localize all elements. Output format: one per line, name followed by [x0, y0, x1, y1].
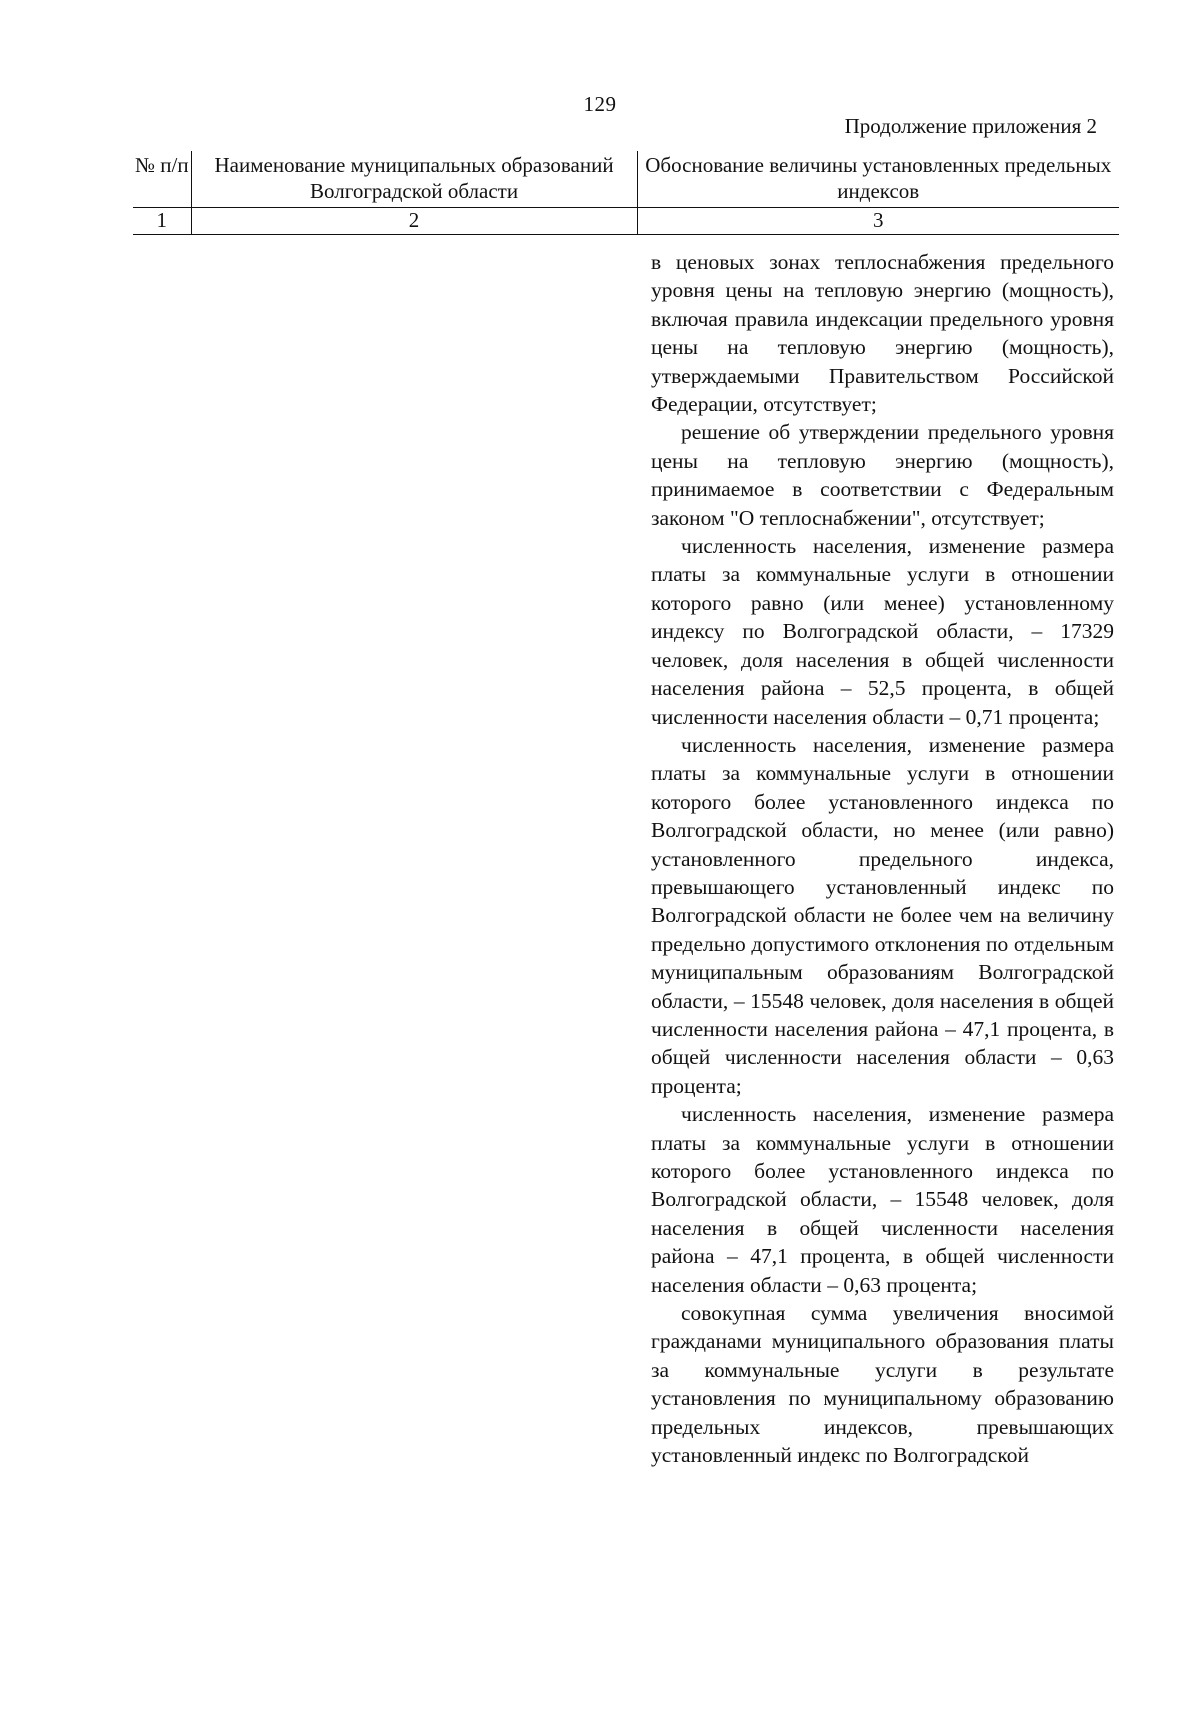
appendix-table: [133, 151, 1119, 235]
paragraph: решение об утверждении предельного уровня цены на тепловую энергию (мощность), принимаемое в соответствии с Федеральным законом "О теплоснабжении", отсутствует;: [651, 420, 1114, 530]
column-number-3: 3: [637, 208, 1119, 235]
header-row-number: № п/п: [133, 151, 191, 208]
page-number: 129: [583, 92, 617, 116]
justification-text: [651, 248, 1114, 1469]
header-index-justification: Обоснование величины установленных предельных индексов: [637, 151, 1119, 208]
paragraph: в ценовых зонах теплоснабжения предельного уровня цены на тепловую энергию (мощность), включая правила индексации предельного уровня цены на тепловую энергию (мощность), утверждаемыми Правительством Российской Федерации, отсутствует;: [651, 250, 1114, 417]
column-number-1: 1: [133, 208, 191, 235]
paragraph: совокупная сумма увеличения вносимой гражданами муниципального образования платы за коммунальные услуги в результате установления по муниципальному образованию предельных индексов, превышающих установленный индекс по Волгоградской: [651, 1301, 1114, 1468]
paragraph: численность населения, изменение размера платы за коммунальные услуги в отношении которого более установленного индекса по Волгоградской области, – 15548 человек, доля населения в общей численности населения района – 47,1 процента, в общей численности населения области – 0,63 процента;: [651, 1102, 1114, 1297]
column-number-2: 2: [191, 208, 637, 235]
header-municipality-name: Наименование муниципальных образований Волгоградской области: [191, 151, 637, 208]
appendix-continuation-label: Продолжение приложения 2: [844, 114, 1097, 138]
paragraph: численность населения, изменение размера платы за коммунальные услуги в отношении которого равно (или менее) установленному индексу по Волгоградской области, – 17329 человек, доля населения в общей численности населения района – 52,5 процента, в общей численности населения области – 0,71 процента;: [651, 534, 1114, 729]
column-numbering-row: [133, 208, 1119, 235]
paragraph: численность населения, изменение размера платы за коммунальные услуги в отношении которого более установленного индекса по Волгоградской области, но менее (или равно) установленного предельного индекса, превышающего установленный индекс по Волгоградской области не более чем на величину предельно допустимого отклонения по отдельным муниципальным образованиям Волгоградской области, – 15548 человек, доля населения в общей численности населения района – 47,1 процента, в общей численности населения области – 0,63 процента;: [651, 732, 1114, 1098]
table-header-row: [133, 151, 1119, 208]
